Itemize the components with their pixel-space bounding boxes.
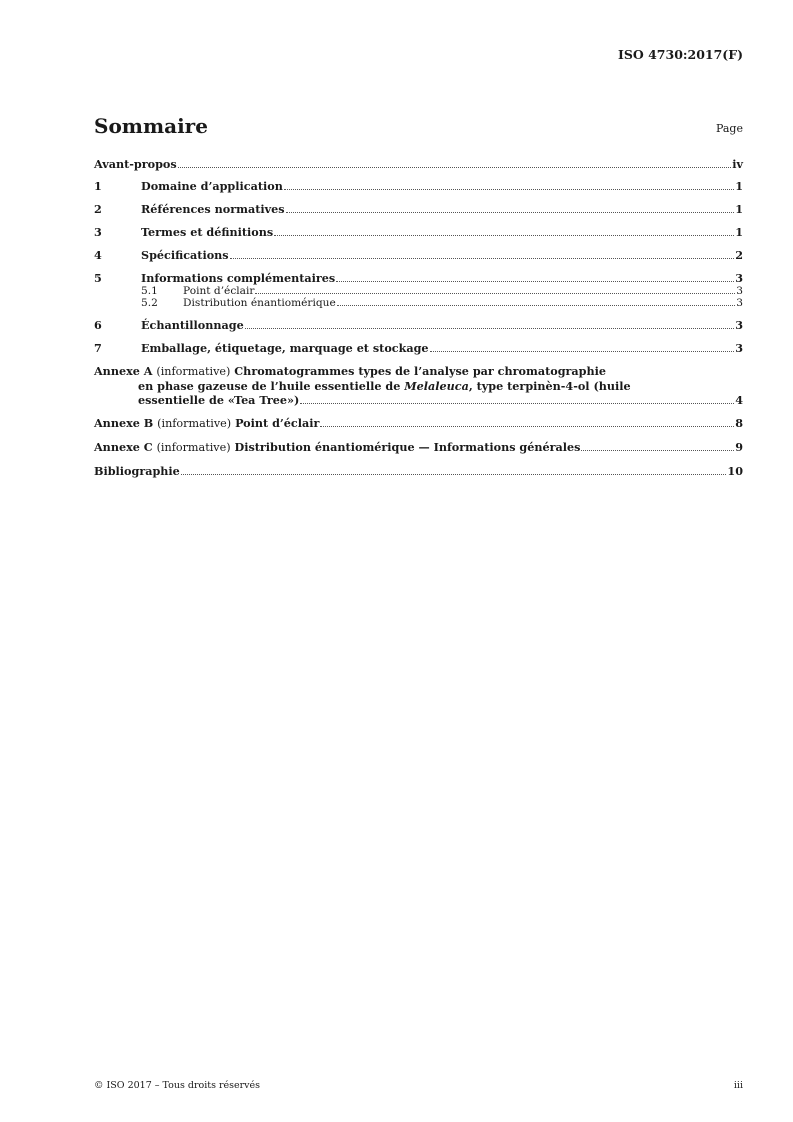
toc-entry-annex-c[interactable] [94, 440, 743, 455]
toc-entry-page: 10 [727, 464, 743, 478]
toc-entry-page: 9 [735, 440, 743, 454]
annex-type: (informative) [156, 365, 231, 378]
footer-copyright: © ISO 2017 – Tous droits réservés [94, 1080, 261, 1091]
toc-entry-annex-a[interactable] [94, 364, 743, 407]
page-column-label: Page [715, 122, 743, 135]
annex-title-part: en phase gazeuse de l’huile essentielle de [138, 379, 405, 393]
toc-entry-number: 4 [94, 248, 102, 262]
toc-entry-annex-b[interactable] [94, 416, 743, 431]
annex-a-line-3 [94, 393, 743, 407]
toc-entry-number: 2 [94, 202, 102, 216]
annex-a-line-2 [94, 379, 743, 393]
table-of-contents [94, 157, 743, 478]
toc-entry-bibliography[interactable] [94, 464, 743, 478]
toc-entry-page: 1 [735, 202, 743, 216]
annex-label: Annexe C [94, 440, 153, 454]
toc-entry-page: 8 [735, 416, 743, 430]
toc-entry-title: Distribution énantiomérique [183, 296, 336, 309]
dot-leader [337, 304, 736, 306]
toc-entry-page: 2 [735, 248, 743, 262]
toc-entry-5[interactable] [94, 271, 743, 285]
annex-label: Annexe B [94, 416, 154, 430]
dot-leader [286, 211, 735, 213]
toc-entry-title: Informations complémentaires [141, 271, 336, 285]
toc-entry-number: 7 [94, 341, 102, 355]
document-id: ISO 4730:2017(F) [617, 47, 743, 62]
annex-title: Point d’éclair [235, 416, 320, 430]
toc-header [94, 114, 743, 142]
dot-leader [178, 166, 732, 168]
toc-entry-number: 6 [94, 318, 102, 332]
annex-title-italic: Melaleuca [404, 379, 469, 393]
footer-page-number: iii [733, 1080, 743, 1091]
toc-entry-number: 1 [94, 179, 102, 193]
toc-entry-page: 1 [735, 225, 743, 239]
toc-entry-title [94, 440, 580, 455]
toc-entry-title [94, 416, 319, 431]
toc-entry-title: Échantillonnage [141, 318, 244, 332]
toc-entry-page: 3 [736, 296, 743, 309]
toc-entry-title: Emballage, étiquetage, marquage et stockage [141, 341, 429, 355]
dot-leader [336, 280, 734, 282]
dot-leader [274, 234, 734, 236]
dot-leader [181, 473, 727, 475]
toc-entry-number: 5.1 [141, 285, 158, 297]
toc-entry-7[interactable] [94, 341, 743, 355]
annex-title-part: essentielle de «Tea Tree») [138, 393, 300, 407]
toc-entry-2[interactable] [94, 202, 743, 216]
annex-title: Distribution énantiomérique — Informations générales [234, 440, 581, 454]
toc-entry-6[interactable] [94, 318, 743, 332]
toc-entry-page: 3 [735, 271, 743, 285]
dot-leader [320, 425, 734, 427]
dot-leader [300, 402, 734, 404]
toc-entry-3[interactable] [94, 225, 743, 239]
toc-entry-page: 3 [735, 318, 743, 332]
toc-entry-1[interactable] [94, 179, 743, 193]
toc-entry-title: Point d’éclair [183, 285, 255, 297]
toc-entry-page: 3 [736, 285, 743, 297]
toc-entry-page: 3 [735, 341, 743, 355]
toc-entry-title: Termes et définitions [141, 225, 274, 239]
dot-leader [245, 327, 735, 329]
dot-leader [430, 350, 735, 352]
annex-title-part: Chromatogrammes types de l’analyse par chromatographie [234, 364, 606, 378]
toc-entry-page: 4 [735, 393, 743, 407]
annex-label: Annexe A [94, 364, 153, 378]
toc-title: Sommaire [94, 114, 208, 138]
toc-entry-4[interactable] [94, 248, 743, 262]
toc-entry-5-1[interactable] [94, 286, 743, 298]
annex-a-line-1 [94, 364, 743, 379]
toc-entry-foreword[interactable] [94, 157, 743, 171]
toc-entry-number: 5.2 [141, 296, 158, 309]
toc-entry-page: 1 [735, 179, 743, 193]
toc-entry-title: Avant-propos [94, 157, 177, 171]
toc-entry-title: Références normatives [141, 202, 285, 216]
annex-type: (informative) [156, 441, 231, 454]
toc-entry-title: Bibliographie [94, 464, 180, 478]
dot-leader [581, 449, 734, 451]
dot-leader [284, 188, 734, 190]
annex-type: (informative) [157, 417, 232, 430]
toc-entry-5-2[interactable] [94, 298, 743, 310]
toc-entry-title: Spécifications [141, 248, 229, 262]
dot-leader [255, 292, 735, 294]
dot-leader [230, 257, 735, 259]
toc-entry-number: 3 [94, 225, 102, 239]
toc-entry-title: Domaine d’application [141, 179, 283, 193]
annex-title-part: , type terpinèn-4-ol (huile [468, 379, 631, 393]
toc-entry-page: iv [732, 157, 743, 171]
toc-entry-number: 5 [94, 271, 102, 285]
